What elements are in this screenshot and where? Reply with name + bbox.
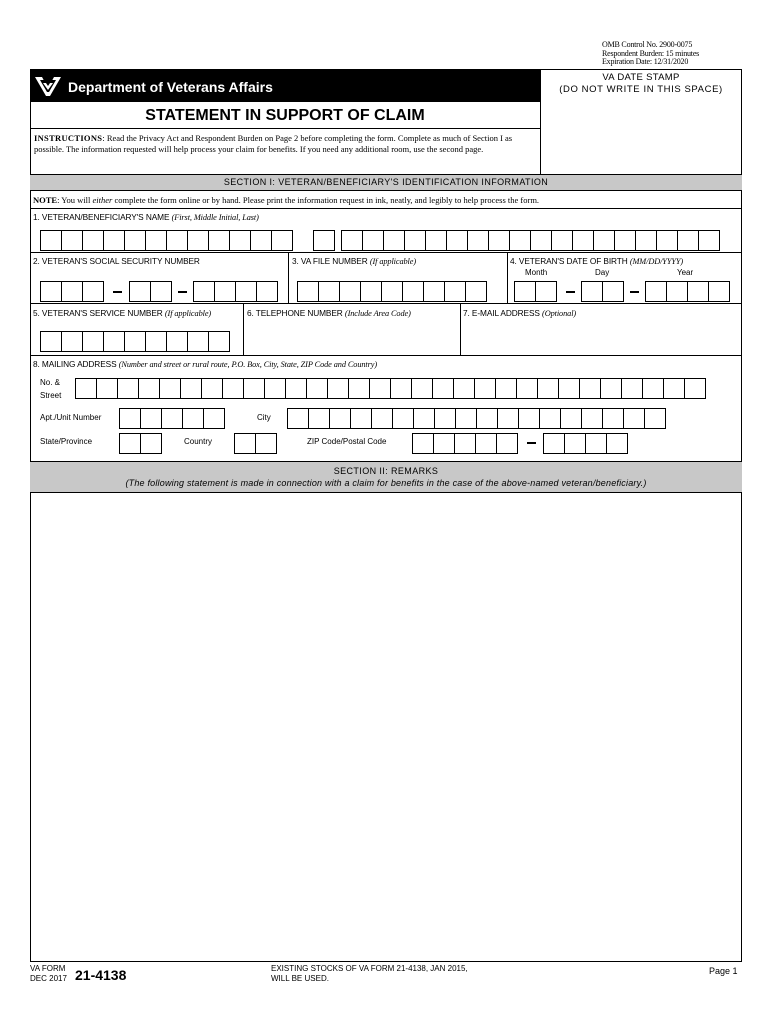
char-box[interactable] [663, 378, 685, 399]
char-box[interactable] [476, 408, 498, 429]
char-box[interactable] [621, 378, 643, 399]
char-box[interactable] [61, 331, 83, 352]
dash [178, 291, 187, 293]
remarks-field[interactable] [32, 494, 740, 960]
street-boxes[interactable] [75, 378, 705, 399]
char-box[interactable] [708, 281, 730, 302]
zip-boxes[interactable] [412, 433, 517, 454]
char-box[interactable] [82, 230, 104, 251]
char-box[interactable] [187, 331, 209, 352]
char-box[interactable] [581, 408, 603, 429]
char-box[interactable] [465, 281, 487, 302]
char-box[interactable] [606, 433, 628, 454]
char-box[interactable] [61, 281, 83, 302]
char-box[interactable] [264, 378, 286, 399]
va-file-label-text: 3. VA FILE NUMBER [292, 256, 370, 266]
char-box[interactable] [635, 230, 657, 251]
char-box[interactable] [255, 433, 277, 454]
char-box[interactable] [412, 433, 434, 454]
va-form-label: VA FORM [30, 964, 66, 973]
state-label: State/Province [40, 437, 93, 446]
city-label: City [257, 413, 271, 422]
char-box[interactable] [339, 281, 361, 302]
dash [566, 291, 575, 293]
char-box[interactable] [411, 378, 433, 399]
stamp-label: VA DATE STAMP [602, 72, 680, 83]
ssn-part3-boxes[interactable] [193, 281, 277, 302]
va-file-number-boxes[interactable] [297, 281, 486, 302]
city-boxes[interactable] [287, 408, 665, 429]
char-box[interactable] [564, 433, 586, 454]
char-box[interactable] [271, 230, 293, 251]
mailing-address-label-text: 8. MAILING ADDRESS [33, 359, 119, 369]
dob-month-boxes[interactable] [514, 281, 556, 302]
char-box[interactable] [413, 408, 435, 429]
ssn-part1-boxes[interactable] [40, 281, 103, 302]
telephone-label [247, 308, 411, 318]
instructions-text: : Read the Privacy Act and Respondent Burden on Page 2 before completing the form. Complete as much of Section I as possible. The information requested will help process your claim for benefits. If you need any additional room, use the second page. [34, 133, 513, 154]
char-box[interactable] [161, 408, 183, 429]
char-box[interactable] [495, 378, 517, 399]
divider [30, 252, 742, 253]
telephone-field[interactable] [244, 320, 460, 355]
char-box[interactable] [256, 281, 278, 302]
char-box[interactable] [572, 230, 594, 251]
char-box[interactable] [229, 230, 251, 251]
char-box[interactable] [467, 230, 489, 251]
char-box[interactable] [581, 281, 603, 302]
apt-boxes[interactable] [119, 408, 224, 429]
char-box[interactable] [560, 408, 582, 429]
char-box[interactable] [369, 378, 391, 399]
country-label: Country [184, 437, 213, 446]
dob-day-label: Day [595, 268, 610, 277]
char-box[interactable] [496, 433, 518, 454]
va-logo-icon [34, 74, 62, 98]
char-box[interactable] [61, 230, 83, 251]
form-number: 21-4138 [75, 967, 127, 983]
expiration-date: Expiration Date: 12/31/2020 [602, 57, 689, 66]
char-box[interactable] [222, 378, 244, 399]
char-box[interactable] [329, 408, 351, 429]
char-box[interactable] [318, 281, 340, 302]
char-box[interactable] [40, 331, 62, 352]
note [33, 195, 539, 205]
char-box[interactable] [392, 408, 414, 429]
name-label-text: 1. VETERAN/BENEFICIARY'S NAME [33, 212, 172, 222]
char-box[interactable] [593, 230, 615, 251]
instructions [34, 133, 534, 155]
char-box[interactable] [96, 378, 118, 399]
char-box[interactable] [539, 408, 561, 429]
char-box[interactable] [687, 281, 709, 302]
divider [507, 252, 508, 303]
char-box[interactable] [455, 408, 477, 429]
section1-title: SECTION I: VETERAN/BENEFICIARY'S IDENTIFICATION INFORMATION [223, 177, 549, 187]
note-emphasis: either [92, 195, 113, 205]
char-box[interactable] [341, 230, 363, 251]
char-box[interactable] [383, 230, 405, 251]
char-box[interactable] [404, 230, 426, 251]
divider [30, 355, 742, 356]
char-box[interactable] [327, 378, 349, 399]
char-box[interactable] [509, 230, 531, 251]
char-box[interactable] [390, 378, 412, 399]
char-box[interactable] [454, 433, 476, 454]
char-box[interactable] [558, 378, 580, 399]
char-box[interactable] [537, 378, 559, 399]
service-number-label [33, 308, 211, 318]
char-box[interactable] [166, 331, 188, 352]
char-box[interactable] [684, 378, 706, 399]
char-box[interactable] [182, 408, 204, 429]
ssn-label: 2. VETERAN'S SOCIAL SECURITY NUMBER [33, 256, 200, 266]
char-box[interactable] [201, 378, 223, 399]
char-box[interactable] [203, 408, 225, 429]
existing-stocks-line2: WILL BE USED. [271, 974, 329, 983]
char-box[interactable] [402, 281, 424, 302]
char-box[interactable] [166, 230, 188, 251]
char-box[interactable] [124, 331, 146, 352]
street-label-line2: Street [40, 391, 62, 400]
ssn-part2-boxes[interactable] [129, 281, 171, 302]
first-name-boxes[interactable] [40, 230, 292, 251]
char-box[interactable] [645, 281, 667, 302]
char-box[interactable] [600, 378, 622, 399]
omb-control-number: OMB Control No. 2900-0075 [602, 40, 693, 49]
char-box[interactable] [306, 378, 328, 399]
char-box[interactable] [535, 281, 557, 302]
char-box[interactable] [602, 281, 624, 302]
apt-label: Apt./Unit Number [40, 413, 102, 422]
telephone-label-text: 6. TELEPHONE NUMBER [247, 308, 345, 318]
char-box[interactable] [82, 281, 104, 302]
dob-year-label: Year [677, 268, 694, 277]
name-label-hint: (First, Middle Initial, Last) [171, 213, 259, 222]
divider [30, 303, 742, 304]
section2-header [30, 461, 742, 493]
char-box[interactable] [551, 230, 573, 251]
char-box[interactable] [475, 433, 497, 454]
char-box[interactable] [656, 230, 678, 251]
char-box[interactable] [348, 378, 370, 399]
telephone-label-hint: (Include Area Code) [344, 309, 411, 318]
char-box[interactable] [140, 408, 162, 429]
char-box[interactable] [193, 281, 215, 302]
omb-info [602, 41, 699, 67]
char-box[interactable] [434, 408, 456, 429]
va-file-label-hint: (If applicable) [369, 257, 417, 266]
note-label: NOTE [33, 195, 58, 205]
char-box[interactable] [145, 331, 167, 352]
char-box[interactable] [285, 378, 307, 399]
char-box[interactable] [250, 230, 272, 251]
char-box[interactable] [585, 433, 607, 454]
dob-day-boxes[interactable] [581, 281, 623, 302]
service-number-label-hint: (If applicable) [164, 309, 212, 318]
mailing-address-label [33, 359, 377, 369]
respondent-burden: Respondent Burden: 15 minutes [602, 48, 700, 58]
char-box[interactable] [677, 230, 699, 251]
dash [113, 291, 122, 293]
department-name: Department of Veterans Affairs [68, 79, 273, 95]
service-number-label-text: 5. VETERAN'S SERVICE NUMBER [33, 308, 165, 318]
char-box[interactable] [180, 378, 202, 399]
char-box[interactable] [235, 281, 257, 302]
char-box[interactable] [214, 281, 236, 302]
char-box[interactable] [234, 433, 256, 454]
char-box[interactable] [208, 230, 230, 251]
stamp-note: (DO NOT WRITE IN THIS SPACE) [559, 84, 723, 95]
note-text-pre: : You will [57, 195, 93, 205]
char-box[interactable] [297, 281, 319, 302]
char-box[interactable] [444, 281, 466, 302]
char-box[interactable] [140, 433, 162, 454]
section2-subtitle: (The following statement is made in connection with a claim for benefits in the case of the above-named veteran/beneficiary.) [125, 478, 647, 488]
middle-initial-box[interactable] [313, 230, 334, 251]
char-box[interactable] [514, 281, 536, 302]
char-box[interactable] [432, 378, 454, 399]
section1-header [30, 174, 742, 191]
char-box[interactable] [117, 378, 139, 399]
char-box[interactable] [698, 230, 720, 251]
char-box[interactable] [644, 408, 666, 429]
char-box[interactable] [187, 230, 209, 251]
char-box[interactable] [40, 281, 62, 302]
service-number-boxes[interactable] [40, 331, 229, 352]
email-label-hint: (Optional) [542, 309, 577, 318]
char-box[interactable] [425, 230, 447, 251]
char-box[interactable] [119, 408, 141, 429]
char-box[interactable] [381, 281, 403, 302]
char-box[interactable] [579, 378, 601, 399]
char-box[interactable] [208, 331, 230, 352]
state-boxes[interactable] [119, 433, 161, 454]
divider [30, 208, 742, 209]
header-band [30, 69, 540, 102]
char-box[interactable] [287, 408, 309, 429]
page-number: Page 1 [709, 966, 738, 976]
char-box[interactable] [543, 433, 565, 454]
char-box[interactable] [614, 230, 636, 251]
name-label [33, 212, 259, 222]
char-box[interactable] [129, 281, 151, 302]
dash [527, 442, 536, 444]
instructions-label: INSTRUCTIONS [34, 133, 103, 143]
char-box[interactable] [362, 230, 384, 251]
char-box[interactable] [243, 378, 265, 399]
char-box[interactable] [308, 408, 330, 429]
country-boxes[interactable] [234, 433, 276, 454]
dash [630, 291, 639, 293]
email-label-text: 7. E-MAIL ADDRESS [463, 308, 543, 318]
char-box[interactable] [453, 378, 475, 399]
char-box[interactable] [642, 378, 664, 399]
char-box[interactable] [371, 408, 393, 429]
street-label-line1: No. & [40, 378, 61, 387]
form-date: DEC 2017 [30, 974, 67, 983]
char-box[interactable] [516, 378, 538, 399]
email-field[interactable] [461, 320, 741, 355]
char-box[interactable] [145, 230, 167, 251]
char-box[interactable] [488, 230, 510, 251]
char-box[interactable] [103, 230, 125, 251]
form-title: STATEMENT IN SUPPORT OF CLAIM [30, 103, 540, 129]
char-box[interactable] [124, 230, 146, 251]
last-name-boxes[interactable] [341, 230, 719, 251]
dob-label [510, 256, 683, 266]
section2-title: SECTION II: REMARKS [333, 466, 439, 476]
char-box[interactable] [40, 230, 62, 251]
char-box[interactable] [313, 230, 335, 251]
char-box[interactable] [497, 408, 519, 429]
char-box[interactable] [446, 230, 468, 251]
dob-label-hint: (MM/DD/YYYY) [629, 257, 684, 266]
existing-stocks-line1: EXISTING STOCKS OF VA FORM 21-4138, JAN 2015, [271, 964, 468, 973]
char-box[interactable] [433, 433, 455, 454]
char-box[interactable] [666, 281, 688, 302]
char-box[interactable] [75, 378, 97, 399]
char-box[interactable] [518, 408, 540, 429]
char-box[interactable] [602, 408, 624, 429]
char-box[interactable] [119, 433, 141, 454]
va-file-label [292, 256, 416, 266]
zip-label: ZIP Code/Postal Code [307, 437, 387, 446]
char-box[interactable] [423, 281, 445, 302]
dob-year-boxes[interactable] [645, 281, 729, 302]
char-box[interactable] [159, 378, 181, 399]
char-box[interactable] [350, 408, 372, 429]
char-box[interactable] [623, 408, 645, 429]
char-box[interactable] [150, 281, 172, 302]
char-box[interactable] [138, 378, 160, 399]
char-box[interactable] [82, 331, 104, 352]
divider [288, 252, 289, 303]
char-box[interactable] [474, 378, 496, 399]
char-box[interactable] [103, 331, 125, 352]
char-box[interactable] [360, 281, 382, 302]
dob-label-text: 4. VETERAN'S DATE OF BIRTH [510, 256, 630, 266]
zip-ext-boxes[interactable] [543, 433, 627, 454]
note-text-post: complete the form online or by hand. Please print the information request in ink, neatly, and legibly to help process the form. [112, 195, 540, 205]
mailing-address-label-hint: (Number and street or rural route, P.O. Box, City, State, ZIP Code and Country) [118, 360, 377, 369]
email-label [463, 308, 576, 318]
char-box[interactable] [530, 230, 552, 251]
dob-month-label: Month [525, 268, 548, 277]
